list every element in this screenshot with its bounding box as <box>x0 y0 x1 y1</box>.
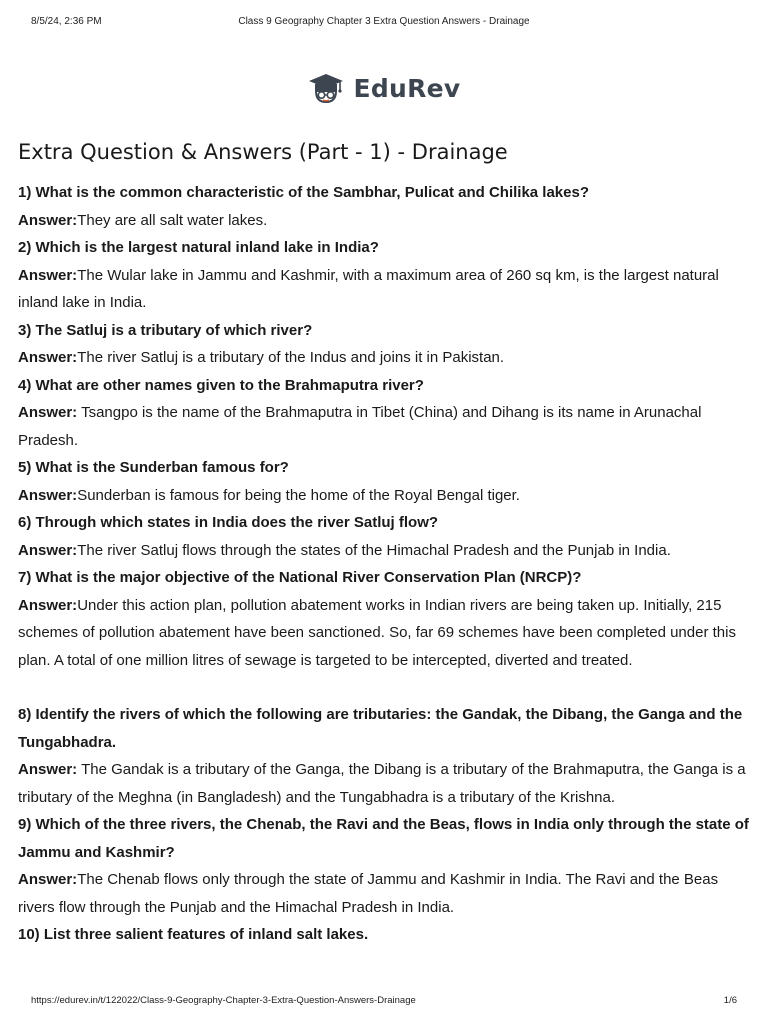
answer-label: Answer: <box>18 596 78 614</box>
answer-8 <box>18 756 754 811</box>
answer-3 <box>18 344 754 372</box>
answer-2 <box>18 262 754 317</box>
answer-label: Answer: <box>18 871 78 888</box>
section-spacer <box>18 674 754 701</box>
answer-text: They are all salt water lakes. <box>77 211 268 229</box>
footer-url: https://edurev.in/t/122022/Class-9-Geography-Chapter-3-Extra-Question-Answers-Drainage <box>31 995 416 1006</box>
question-4: 4) What are other names given to the Brahmaputra river? <box>18 376 424 394</box>
edurev-logo[interactable] <box>0 72 768 104</box>
answer-text: The Wular lake in Jammu and Kashmir, with a maximum area of 260 sq km, is the largest natural inland lake in India. <box>18 266 719 311</box>
edurev-logo-text: EduRev <box>353 73 461 103</box>
question-1: 1) What is the common characteristic of the Sambhar, Pulicat and Chilika lakes? <box>18 184 589 201</box>
qa-list <box>18 179 754 949</box>
answer-label: Answer: <box>18 541 78 559</box>
question-9: 9) Which of the three rivers, the Chenab, the Ravi and the Beas, flows in India only through the state of Jammu and Kashmir? <box>18 816 749 861</box>
answer-label: Answer: <box>18 349 78 366</box>
answer-text: Tsangpo is the name of the Brahmaputra in Tibet (China) and Dihang is its name in Arunachal Pradesh. <box>18 404 702 449</box>
answer-text: The river Satluj flows through the states of the Himachal Pradesh and the Punjab in India. <box>77 541 671 559</box>
answer-9 <box>18 866 754 921</box>
print-doc-title: Class 9 Geography Chapter 3 Extra Question Answers - Drainage <box>238 16 530 27</box>
question-6: 6) Through which states in India does the river Satluj flow? <box>18 514 439 531</box>
answer-5 <box>18 482 754 510</box>
answer-7 <box>18 592 754 675</box>
answer-text: The Gandak is a tributary of the Ganga, the Dibang is a tributary of the Brahmaputra, the Ganga is a tributary of the Meghna (in Bangladesh) and the Tungabhadra is a tributary of the Krishna. <box>18 761 746 806</box>
question-3: 3) The Satluj is a tributary of which river? <box>18 321 313 339</box>
question-8: 8) Identify the rivers of which the following are tributaries: the Gandak, the Dibang, the Ganga and the Tungabhadra. <box>18 706 743 751</box>
answer-label: Answer: <box>18 404 78 421</box>
question-10: 10) List three salient features of inland salt lakes. <box>18 926 369 943</box>
print-datetime: 8/5/24, 2:36 PM <box>31 16 102 27</box>
answer-label: Answer: <box>18 486 78 504</box>
edurev-graduate-icon <box>307 72 345 104</box>
answer-text: Sunderban is famous for being the home of the Royal Bengal tiger. <box>77 486 520 504</box>
question-5: 5) What is the Sunderban famous for? <box>18 459 289 476</box>
answer-text: The Chenab flows only through the state of Jammu and Kashmir in India. The Ravi and the Beas rivers flow through the Punjab and the Himachal Pradesh in India. <box>18 871 719 916</box>
answer-label: Answer: <box>18 761 78 778</box>
answer-label: Answer: <box>18 266 78 284</box>
page-title: Extra Question & Answers (Part - 1) - Drainage <box>18 140 508 164</box>
answer-text: The river Satluj is a tributary of the Indus and joins it in Pakistan. <box>77 349 505 366</box>
answer-label: Answer: <box>18 211 78 229</box>
page-number: 1/6 <box>723 995 737 1006</box>
document-body <box>18 137 754 949</box>
answer-4 <box>18 399 754 454</box>
question-7: 7) What is the major objective of the National River Conservation Plan (NRCP)? <box>18 569 582 586</box>
answer-6 <box>18 537 754 565</box>
answer-1 <box>18 207 754 235</box>
answer-text: Under this action plan, pollution abatement works in Indian rivers are being taken up. Initially, 215 schemes of pollution abatement have been sanctioned. So, far 69 schemes have been completed under this plan. A total of one million litres of sewage is targeted to be intercepted, diverted and treated. <box>18 596 736 669</box>
question-2: 2) Which is the largest natural inland lake in India? <box>18 239 379 256</box>
